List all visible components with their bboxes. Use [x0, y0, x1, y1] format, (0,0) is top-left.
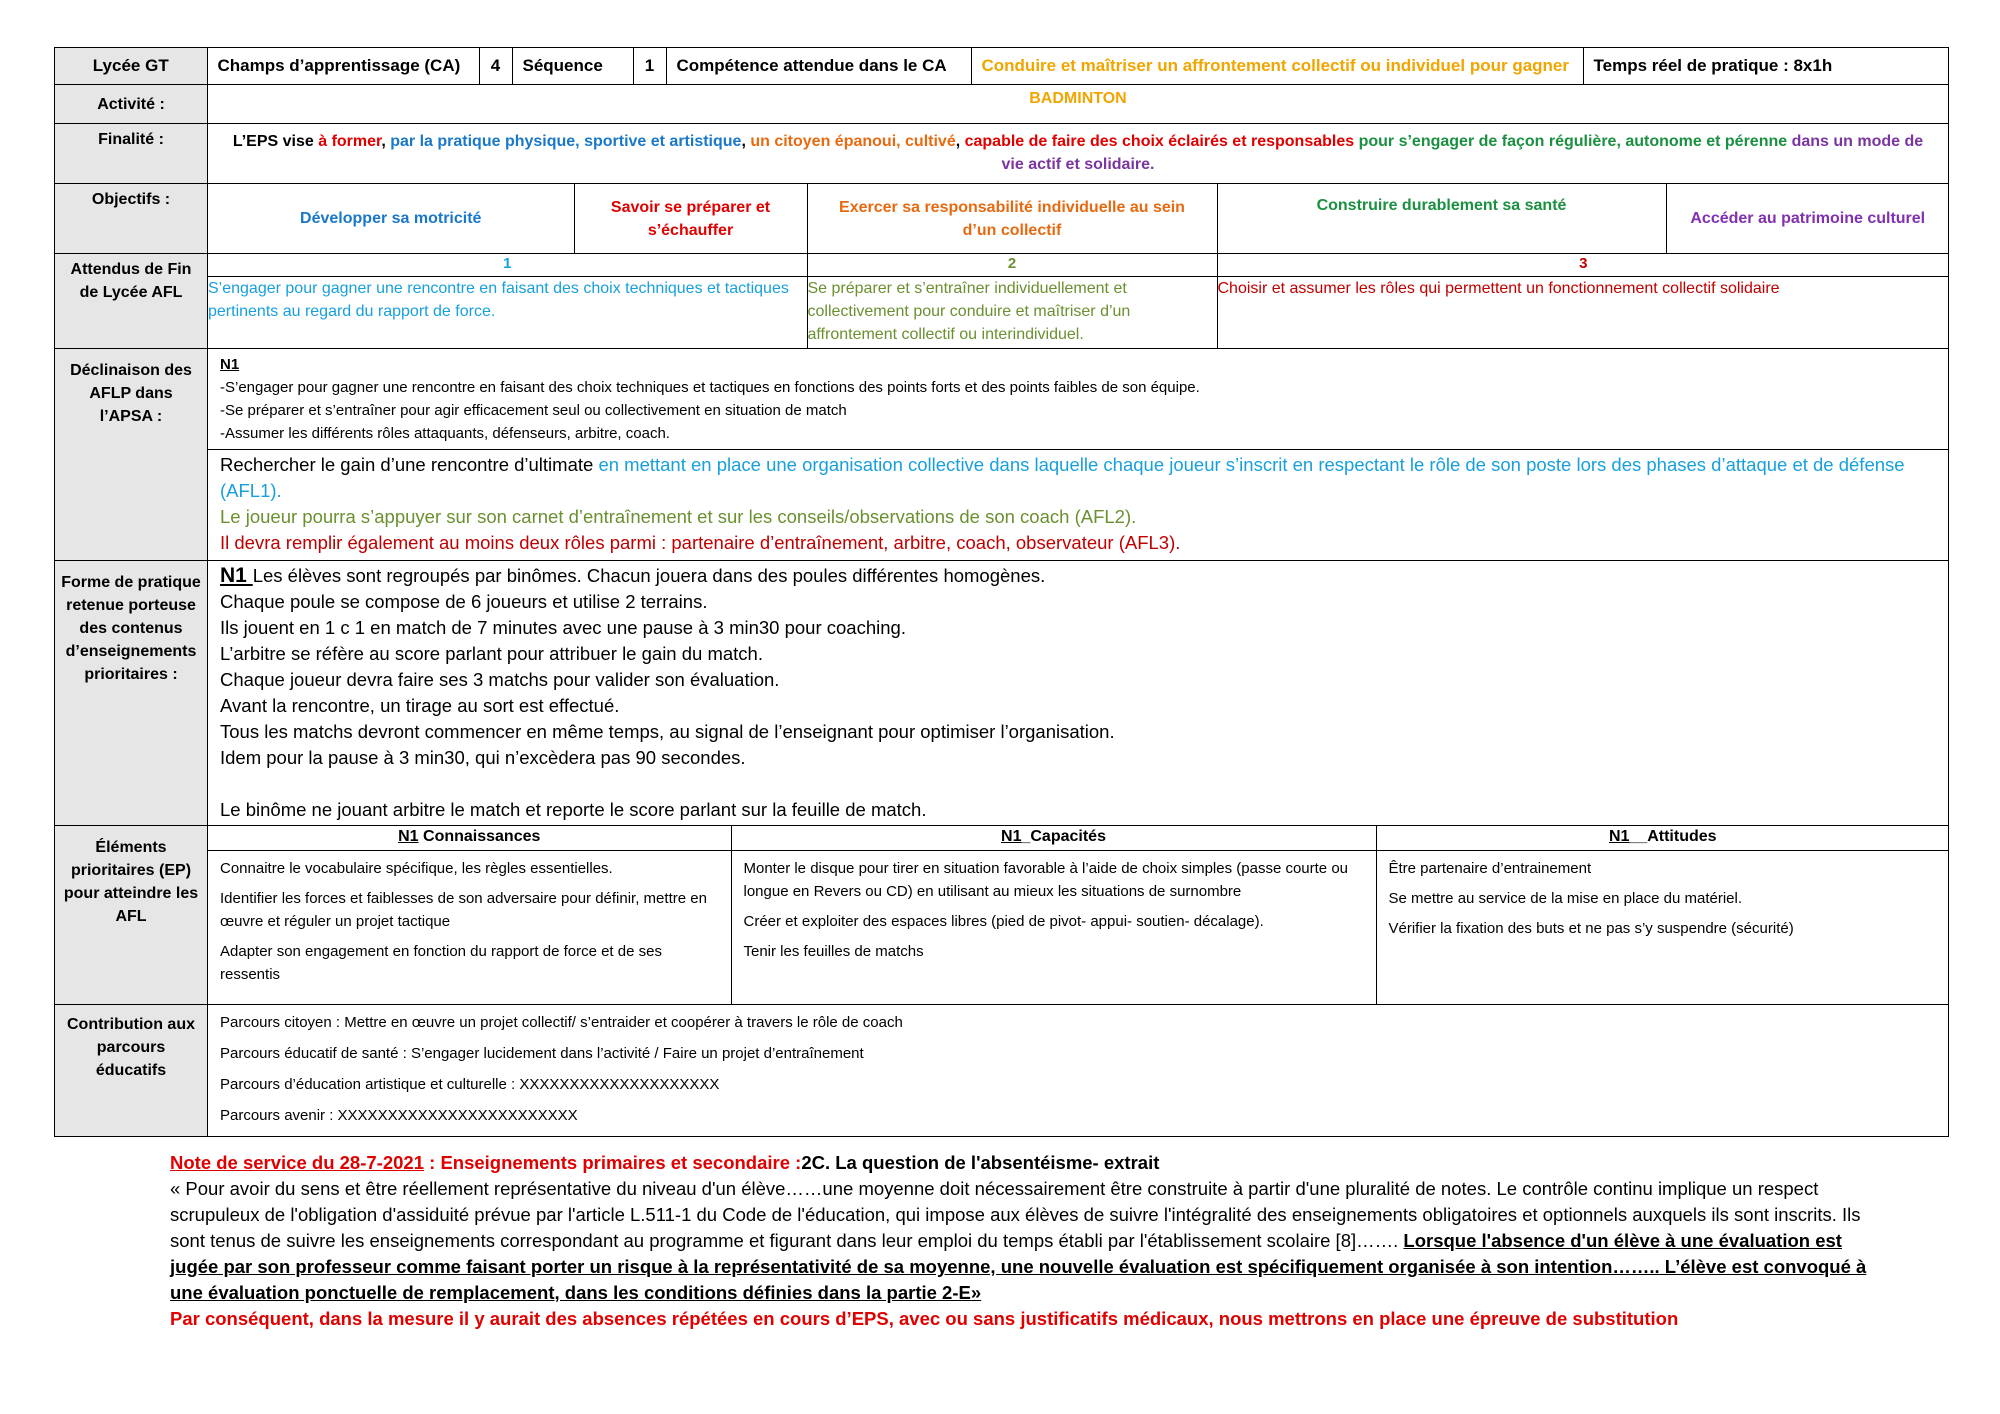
- elements-cell: [208, 826, 1949, 1005]
- declinaison-paragraph: Le joueur pourra s’appuyer sur son carnet d’entraînement et sur les conseils/observations de son coach (AFL2).: [220, 506, 1137, 527]
- objectif-item: Savoir se préparer et s’échauffer: [574, 184, 807, 253]
- forme-line: Idem pour la pause à 3 min30, qui n’excèdera pas 90 secondes.: [220, 747, 746, 768]
- declinaison-line: -S’engager pour gagner une rencontre en faisant des choix techniques et tactiques en fonctions des points forts et des points faibles de son équipe.: [220, 379, 1200, 396]
- finalite-part: à former: [318, 133, 382, 150]
- capacites-list: [731, 850, 1376, 1004]
- contribution-label: Contribution aux parcours éducatifs: [55, 1005, 208, 1137]
- list-item: Créer et exploiter des espaces libres (pied de pivot- appui- soutien- décalage).: [743, 912, 1264, 930]
- col-header-attitudes: [1376, 826, 1949, 850]
- parcours-line: Parcours d’éducation artistique et culturelle : XXXXXXXXXXXXXXXXXXXX: [220, 1076, 720, 1093]
- sequence-number: 1: [633, 48, 666, 84]
- objectif-item: Exercer sa responsabilité individuelle au sein d’un collectif: [807, 184, 1217, 253]
- finalite-part: par la pratique physique, sportive et artistique: [390, 133, 742, 150]
- note-conclusion: Par conséquent, dans la mesure il y aurait des absences répétées en cours d’EPS, avec ou sans justificatifs médicaux, nous mettrons en place une épreuve de substitution: [170, 1308, 1679, 1329]
- note-body: [170, 1176, 1870, 1306]
- col-header-connaissances: [208, 826, 731, 850]
- attitudes-list: [1376, 850, 1949, 1004]
- list-item: Tenir les feuilles de matchs: [743, 942, 924, 960]
- pedagogical-table: [54, 47, 1949, 1137]
- activite-value: BADMINTON: [208, 85, 1949, 124]
- attendus-cell: [208, 254, 1949, 349]
- list-item: Être partenaire d’entrainement: [1388, 859, 1592, 877]
- forme-line: Chaque poule se compose de 6 joueurs et utilise 2 terrains.: [220, 591, 708, 612]
- list-item: Monter le disque pour tirer en situation favorable à l’aide de choix simples (passe courte ou longue en Revers ou CD) en utilisant au mieux les situations de surnombre: [743, 859, 1348, 900]
- finalite-part: L’EPS vise: [232, 133, 319, 150]
- finalite-text: [208, 124, 1949, 184]
- lycee-cell: Lycée GT: [55, 48, 207, 84]
- list-item: Connaitre le vocabulaire spécifique, les règles essentielles.: [220, 859, 613, 877]
- connaissances-list: [208, 850, 731, 1004]
- col-header-capacites: [731, 826, 1376, 850]
- parcours-line: Parcours avenir : XXXXXXXXXXXXXXXXXXXXXXXX: [220, 1107, 578, 1124]
- objectif-item: Développer sa motricité: [208, 184, 574, 253]
- list-item: Se mettre au service de la mise en place du matériel.: [1388, 889, 1743, 907]
- list-item: Adapter son engagement en fonction du rapport de force et de ses ressentis: [220, 942, 662, 983]
- declinaison-line: -Assumer les différents rôles attaquants, défenseurs, arbitre, coach.: [220, 425, 670, 442]
- finalite-part: ,: [955, 133, 965, 150]
- declinaison-label: Déclinaison des AFLP dans l’APSA :: [55, 349, 208, 561]
- header-row: [55, 48, 1949, 85]
- note-title-scope: : Enseignements primaires et secondaire :: [424, 1152, 802, 1173]
- service-note: [170, 1150, 1870, 1332]
- afl-text: S’engager pour gagner une rencontre en faisant des choix techniques et tactiques pertinents au regard du rapport de force.: [208, 276, 807, 348]
- afl-text: Choisir et assumer les rôles qui permettent un fonctionnement collectif solidaire: [1217, 276, 1949, 348]
- note-title-subject: 2C. La question de l'absentéisme- extrait: [801, 1152, 1160, 1173]
- forme-line: [220, 771, 1936, 797]
- sequence-label: Séquence: [512, 48, 633, 84]
- activite-label: Activité :: [55, 85, 208, 124]
- col-header-name: __Attitudes: [1629, 828, 1717, 845]
- forme-line: Avant la rencontre, un tirage au sort est effectué.: [220, 695, 620, 716]
- parcours-line: Parcours éducatif de santé : S’engager lucidement dans l’activité / Faire un projet d’entraînement: [220, 1045, 864, 1062]
- finalite-part: dans un mode de vie actif et solidaire.: [1001, 133, 1924, 173]
- finalite-part: un citoyen épanoui, cultivé: [750, 133, 956, 150]
- contribution-cell: [208, 1005, 1949, 1137]
- declinaison-text: en mettant en place une organisation collective dans laquelle chaque joueur s’inscrit en respectant le rôle de son poste lors des phases d’attaque et de défense (AFL1).: [220, 454, 1905, 501]
- objectifs-cell: [208, 184, 1949, 254]
- ca-number: 4: [479, 48, 512, 84]
- objectif-item: Construire durablement sa santé: [1217, 184, 1666, 253]
- col-header-level: N1: [1608, 828, 1630, 845]
- forme-line: Le binôme ne jouant arbitre le match et reporte le score parlant sur la feuille de match.: [220, 799, 927, 820]
- forme-level: N1: [220, 564, 253, 587]
- declinaison-paragraph: [220, 452, 1936, 504]
- col-header-name: Connaissances: [418, 828, 541, 845]
- attendus-label: Attendus de Fin de Lycée AFL: [55, 254, 208, 349]
- finalite-part: ,: [741, 133, 751, 150]
- forme-line: Chaque joueur devra faire ses 3 matchs pour valider son évaluation.: [220, 669, 780, 690]
- finalite-part: pour s’engager de façon régulière, autonome et pérenne: [1358, 133, 1788, 150]
- col-header-name: _Capacités: [1021, 828, 1106, 845]
- competence-label: Compétence attendue dans le CA: [666, 48, 971, 84]
- declinaison-text: Rechercher le gain d’une rencontre d’ultimate: [220, 454, 599, 475]
- parcours-line: Parcours citoyen : Mettre en œuvre un projet collectif/ s’entraider et coopérer à travers le rôle de coach: [220, 1014, 903, 1031]
- declinaison-paragraph: Il devra remplir également au moins deux rôles parmi : partenaire d’entraînement, arbitre, coach, observateur (AFL3).: [220, 532, 1181, 553]
- objectif-item: Accéder au patrimoine culturel: [1666, 184, 1949, 253]
- finalite-part: capable de faire des choix éclairés et responsables: [964, 133, 1355, 150]
- finalite-label: Finalité :: [55, 124, 208, 184]
- note-title: [170, 1150, 1870, 1176]
- forme-line: [220, 563, 1936, 589]
- note-emphasis: L’élève est convoqué à une évaluation ponctuelle de remplacement, dans les conditions définies dans la partie 2-E»: [170, 1256, 1867, 1303]
- temps-pratique: Temps réel de pratique : 8x1h: [1583, 48, 1949, 84]
- afl-number: 3: [1217, 254, 1949, 276]
- col-header-level: N1: [1001, 828, 1022, 845]
- forme-text: Les élèves sont regroupés par binômes. Chacun jouera dans des poules différentes homogènes.: [252, 565, 1046, 586]
- competence-value: Conduire et maîtriser un affrontement collectif ou individuel pour gagner: [971, 48, 1583, 84]
- declinaison-cell: [208, 349, 1949, 561]
- col-header-level: N1: [398, 828, 419, 845]
- note-body-text: « Pour avoir du sens et être réellement représentative du niveau d'un élève……une moyenne doit nécessairement être construite à partir d'une pluralité de notes. Le contrôle continu implique un respect scrupuleux de l'obligation d'assiduité prévue par l'article L.511-1 du Code de l'éducation, qui impose aux élèves de suivre l'intégralité des enseignements obligatoires et optionnels auxquels ils sont inscrits. Ils sont tenus de suivre les enseignements correspondant au programme et figurant dans leur emploi du temps établi par l'établissement scolaire [8]…….: [170, 1178, 1861, 1251]
- ca-label: Champs d’apprentissage (CA): [207, 48, 479, 84]
- afl-number: 2: [807, 254, 1217, 276]
- note-emphasis: Lorsque l'absence d'un élève à une évaluation est jugée par son professeur comme faisant porter un risque à la représentativité de sa moyenne, une nouvelle évaluation est spécifiquement organisée à son intention……..: [170, 1230, 1842, 1277]
- afl-number: 1: [208, 254, 807, 276]
- forme-line: Ils jouent en 1 c 1 en match de 7 minutes avec une pause à 3 min30 pour coaching.: [220, 617, 906, 638]
- elements-label: Éléments prioritaires (EP) pour atteindre les AFL: [55, 826, 208, 1005]
- note-title-date: Note de service du 28-7-2021: [170, 1152, 424, 1173]
- forme-cell: [208, 561, 1949, 826]
- objectifs-label: Objectifs :: [55, 184, 208, 254]
- list-item: Identifier les forces et faiblesses de son adversaire pour définir, mettre en œuvre et réguler un projet tactique: [220, 889, 707, 930]
- forme-line: L’arbitre se réfère au score parlant pour attribuer le gain du match.: [220, 643, 763, 664]
- forme-label: Forme de pratique retenue porteuse des contenus d’enseignements prioritaires :: [55, 561, 208, 826]
- finalite-part: ,: [381, 133, 391, 150]
- list-item: Vérifier la fixation des buts et ne pas s’y suspendre (sécurité): [1388, 919, 1794, 937]
- afl-text: Se préparer et s’entraîner individuellement et collectivement pour conduire et maîtriser d’un affrontement collectif ou interindividuel.: [807, 276, 1217, 348]
- declinaison-line: -Se préparer et s’entraîner pour agir efficacement seul ou collectivement en situation de match: [220, 402, 847, 419]
- forme-line: Tous les matchs devront commencer en même temps, au signal de l’enseignant pour optimiser l’organisation.: [220, 721, 1115, 742]
- declinaison-level: N1: [220, 356, 240, 373]
